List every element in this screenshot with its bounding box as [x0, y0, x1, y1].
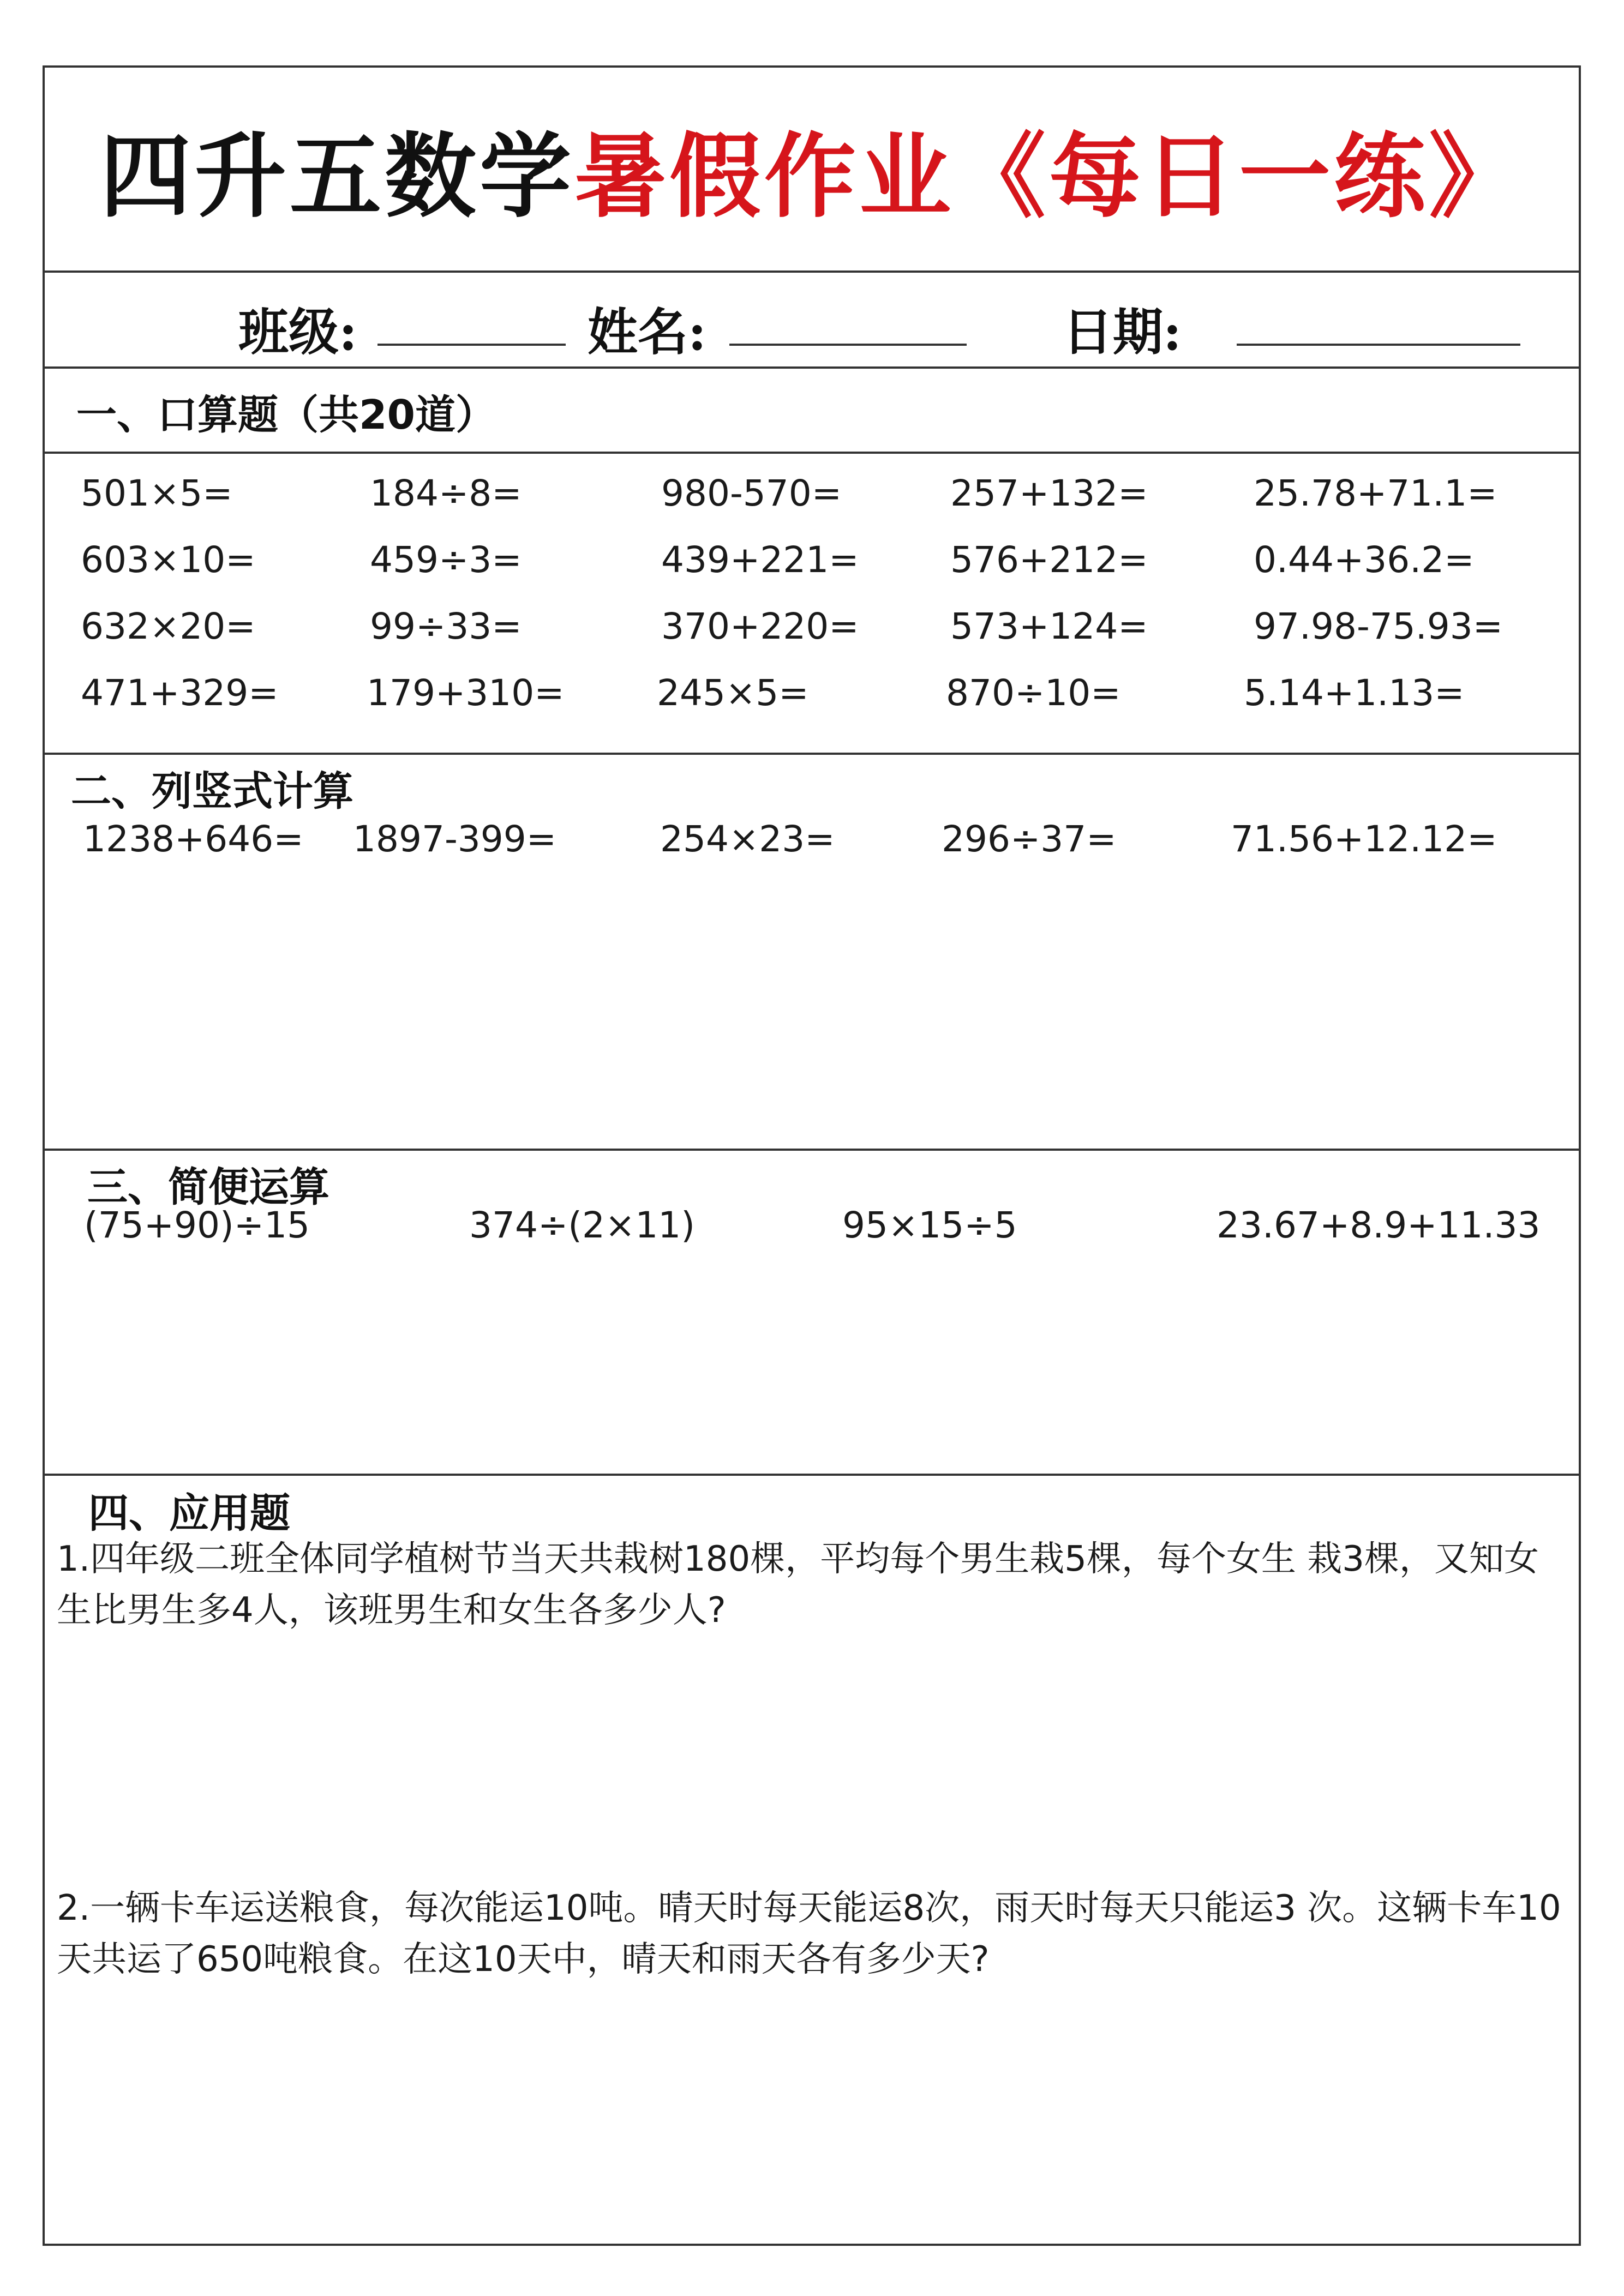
oral-question: 632×20=	[81, 605, 256, 647]
vertical-calc-question: 71.56+12.12=	[1231, 818, 1497, 860]
oral-question: 184÷8=	[370, 472, 522, 514]
page-title	[45, 68, 1579, 271]
title-black-part: 四升五数学	[100, 123, 574, 230]
vertical-calc-question: 296÷37=	[942, 818, 1117, 860]
section1-heading: 一、口算题（共20道）	[76, 392, 496, 438]
title-red-part: 暑假作业《每日一练》	[574, 123, 1524, 230]
oral-question: 25.78+71.1=	[1254, 472, 1497, 514]
simplify-question: (75+90)÷15	[84, 1204, 310, 1246]
divider	[45, 753, 1579, 755]
date-label: 日期:	[1063, 303, 1182, 362]
date-field[interactable]	[1237, 344, 1520, 346]
divider	[45, 1474, 1579, 1476]
divider	[45, 452, 1579, 454]
oral-question: 99÷33=	[370, 605, 522, 647]
oral-question: 471+329=	[81, 672, 279, 714]
oral-question: 603×10=	[81, 539, 256, 581]
oral-question: 501×5=	[81, 472, 233, 514]
oral-question: 870÷10=	[946, 672, 1121, 714]
simplify-question: 23.67+8.9+11.33	[1216, 1204, 1541, 1246]
class-label: 班级:	[238, 303, 357, 362]
oral-question: 370+220=	[661, 605, 859, 647]
name-field[interactable]	[729, 344, 967, 346]
oral-question: 97.98-75.93=	[1254, 605, 1503, 647]
worksheet	[43, 65, 1581, 2246]
name-label: 姓名:	[588, 303, 706, 362]
word-problem-1: 1.四年级二班全体同学植树节当天共栽树180棵，平均每个男生栽5棵，每个女生 栽3棵，又知女生比男生多4人，该班男生和女生各多少人?	[57, 1539, 1539, 1631]
vertical-calc-question: 1897-399=	[353, 818, 557, 860]
oral-question: 257+132=	[950, 472, 1148, 514]
vertical-calc-question: 1238+646=	[83, 818, 304, 860]
divider	[45, 366, 1579, 369]
word-problem-2: 2.一辆卡车运送粮食，每次能运10吨。晴天时每天能运8次，雨天时每天只能运3 次。这辆卡车10天共运了650吨粮食。在这10天中，晴天和雨天各有多少天?	[57, 1888, 1561, 1980]
student-info-row	[45, 271, 1579, 366]
section2-heading: 二、列竖式计算	[71, 768, 353, 815]
oral-question: 573+124=	[950, 605, 1148, 647]
oral-question: 245×5=	[657, 672, 809, 714]
class-field[interactable]	[377, 344, 566, 346]
divider	[45, 1149, 1579, 1151]
oral-question: 980-570=	[661, 472, 842, 514]
vertical-calc-question: 254×23=	[660, 818, 835, 860]
section4-heading: 四、应用题	[88, 1490, 290, 1537]
oral-question: 459÷3=	[370, 539, 522, 581]
oral-question: 0.44+36.2=	[1254, 539, 1475, 581]
section3-heading: 三、简便运算	[87, 1164, 329, 1211]
oral-question: 5.14+1.13=	[1244, 672, 1465, 714]
simplify-question: 95×15÷5	[842, 1204, 1017, 1246]
oral-question: 576+212=	[950, 539, 1148, 581]
simplify-question: 374÷(2×11)	[469, 1204, 696, 1246]
oral-question: 439+221=	[661, 539, 859, 581]
oral-question: 179+310=	[367, 672, 565, 714]
